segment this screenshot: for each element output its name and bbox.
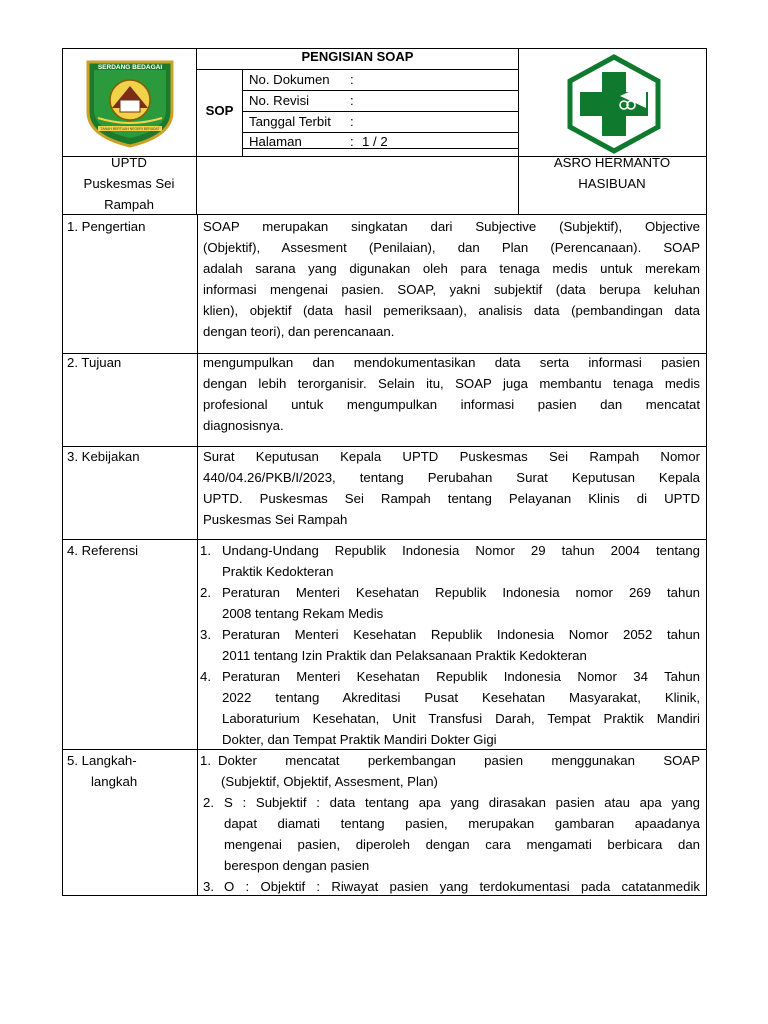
border-right bbox=[706, 48, 707, 896]
text-line: Surat Keputusan Kepala UPTD Puskesmas Sei Rampah Nomor bbox=[203, 449, 700, 464]
text-line: dengan lebih terorganisir. Selain itu, SOAP juga membantu tenaga medis bbox=[203, 376, 700, 391]
section-label-langkah-1: 5. Langkah- bbox=[67, 753, 137, 768]
section-label-referensi: 4. Referensi bbox=[67, 543, 139, 558]
text-line: Puskesmas Sei Rampah bbox=[203, 512, 348, 527]
text-line: mengumpulkan dan mendokumentasikan data serta informasi pasien bbox=[203, 355, 700, 370]
list-item: Laboraturium Kesehatan, Unit Transfusi Darah, Tempat Praktik Mandiri bbox=[222, 711, 700, 726]
signatory-line-2: HASIBUAN bbox=[578, 176, 646, 191]
section-label-kebijakan: 3. Kebijakan bbox=[67, 449, 140, 464]
regency-logo-motto: TANAH BERTUAH NEGERI BERADAT bbox=[100, 127, 160, 131]
meta-value: 1 / 2 bbox=[362, 134, 388, 149]
page-title: PENGISIAN SOAP bbox=[301, 49, 414, 64]
text-line: SOAP merupakan singkatan dari Subjective (Subjektif), Objective bbox=[203, 219, 700, 234]
section-label-tujuan: 2. Tujuan bbox=[67, 355, 122, 370]
meta-sep: : bbox=[350, 114, 354, 129]
org-line-3: Rampah bbox=[104, 197, 154, 212]
text-line: informasi mengenai pasien. SOAP, yakni subjektif (data berupa keluhan bbox=[203, 282, 700, 297]
meta-label: No. Dokumen bbox=[249, 72, 330, 87]
meta-label: No. Revisi bbox=[249, 93, 310, 108]
list-number: 2. bbox=[200, 585, 211, 600]
list-number: 3. bbox=[200, 627, 211, 642]
text-line: klien), objektif (data hasil pemeriksaan), analisis data (pembandingan data bbox=[203, 303, 700, 318]
list-item: 2022 tentang Akreditasi Pusat Kesehatan Masyarakat, Klinik, bbox=[222, 690, 700, 705]
list-item: S : Subjektif : data tentang apa yang dirasakan pasien atau apa yang bbox=[224, 795, 700, 810]
text-line: profesional untuk mengumpulkan informasi pasien dan mencatat bbox=[203, 397, 700, 412]
meta-label: Halaman bbox=[249, 134, 302, 149]
meta-label: Tanggal Terbit bbox=[249, 114, 331, 129]
text-line: diagnosisnya. bbox=[203, 418, 284, 433]
text-line: 440/04.26/PKB/I/2023, tentang Perubahan Surat Keputusan Kepala bbox=[203, 470, 700, 485]
list-number: 1. bbox=[200, 753, 211, 768]
list-item: 2011 tentang Izin Praktik dan Pelaksanaan Praktik Kedokteran bbox=[222, 648, 587, 663]
list-item: O : Objektif : Riwayat pasien yang terdokumentasi pada catatanmedik bbox=[224, 879, 700, 894]
list-item: Peraturan Menteri Kesehatan Republik Indonesia Nomor 2052 tahun bbox=[222, 627, 700, 642]
org-line-1: UPTD bbox=[111, 155, 147, 170]
regency-logo bbox=[84, 56, 176, 148]
puskesmas-logo bbox=[562, 54, 666, 154]
border-sop-divider bbox=[242, 69, 243, 156]
border-title-bottom bbox=[196, 69, 518, 70]
meta-sep: : bbox=[350, 134, 354, 149]
border-col-divider-header bbox=[196, 48, 197, 214]
list-item: Dokter mencatat perkembangan pasien menggunakan SOAP bbox=[218, 753, 700, 768]
regency-logo-text: SERDANG BEDAGAI bbox=[97, 64, 163, 71]
list-number: 2. bbox=[203, 795, 214, 810]
text-line: (Objektif), Assesment (Penilaian), dan Plan (Perencanaan). SOAP bbox=[203, 240, 700, 255]
border-col-divider-body bbox=[197, 214, 198, 896]
list-item: Dokter, dan Tempat Praktik Mandiri Dokter Gigi bbox=[222, 732, 497, 747]
org-line-2: Puskesmas Sei bbox=[83, 176, 175, 191]
list-item: mengenai pasien, diperoleh dengan cara mengamati berbicara dan bbox=[224, 837, 700, 852]
list-item: Peraturan Menteri Kesehatan Republik Indonesia nomor 269 tahun bbox=[222, 585, 700, 600]
text-line: dengan teori), dan perencanaan. bbox=[203, 324, 395, 339]
text-line: adalah sarana yang digunakan oleh para tenaga medis untuk merekam bbox=[203, 261, 700, 276]
list-item: 2008 tentang Rekam Medis bbox=[222, 606, 384, 621]
list-item: berespon dengan pasien bbox=[224, 858, 370, 873]
list-number: 3. bbox=[203, 879, 214, 894]
list-item: Undang-Undang Republik Indonesia Nomor 29 tahun 2004 tentang bbox=[222, 543, 700, 558]
meta-sep: : bbox=[350, 72, 354, 87]
signatory-line-1: ASRO HERMANTO bbox=[553, 155, 671, 170]
list-item: Peraturan Menteri Kesehatan Republik Indonesia Nomor 34 Tahun bbox=[222, 669, 700, 684]
list-item: dapat diamati tentang pasien, merupakan gambaran apaadanya bbox=[224, 816, 700, 831]
section-label-langkah-2: langkah bbox=[91, 774, 138, 789]
list-number: 1. bbox=[200, 543, 211, 558]
text-line: UPTD. Puskesmas Sei Rampah tentang Pelayanan Klinis di UPTD bbox=[203, 491, 700, 506]
list-item: Praktik Kedokteran bbox=[222, 564, 334, 579]
list-item: (Subjektif, Objektif, Assesment, Plan) bbox=[221, 774, 438, 789]
sop-label: SOP bbox=[205, 103, 234, 118]
section-label-pengertian: 1. Pengertian bbox=[67, 219, 146, 234]
list-number: 4. bbox=[200, 669, 211, 684]
meta-sep: : bbox=[350, 93, 354, 108]
